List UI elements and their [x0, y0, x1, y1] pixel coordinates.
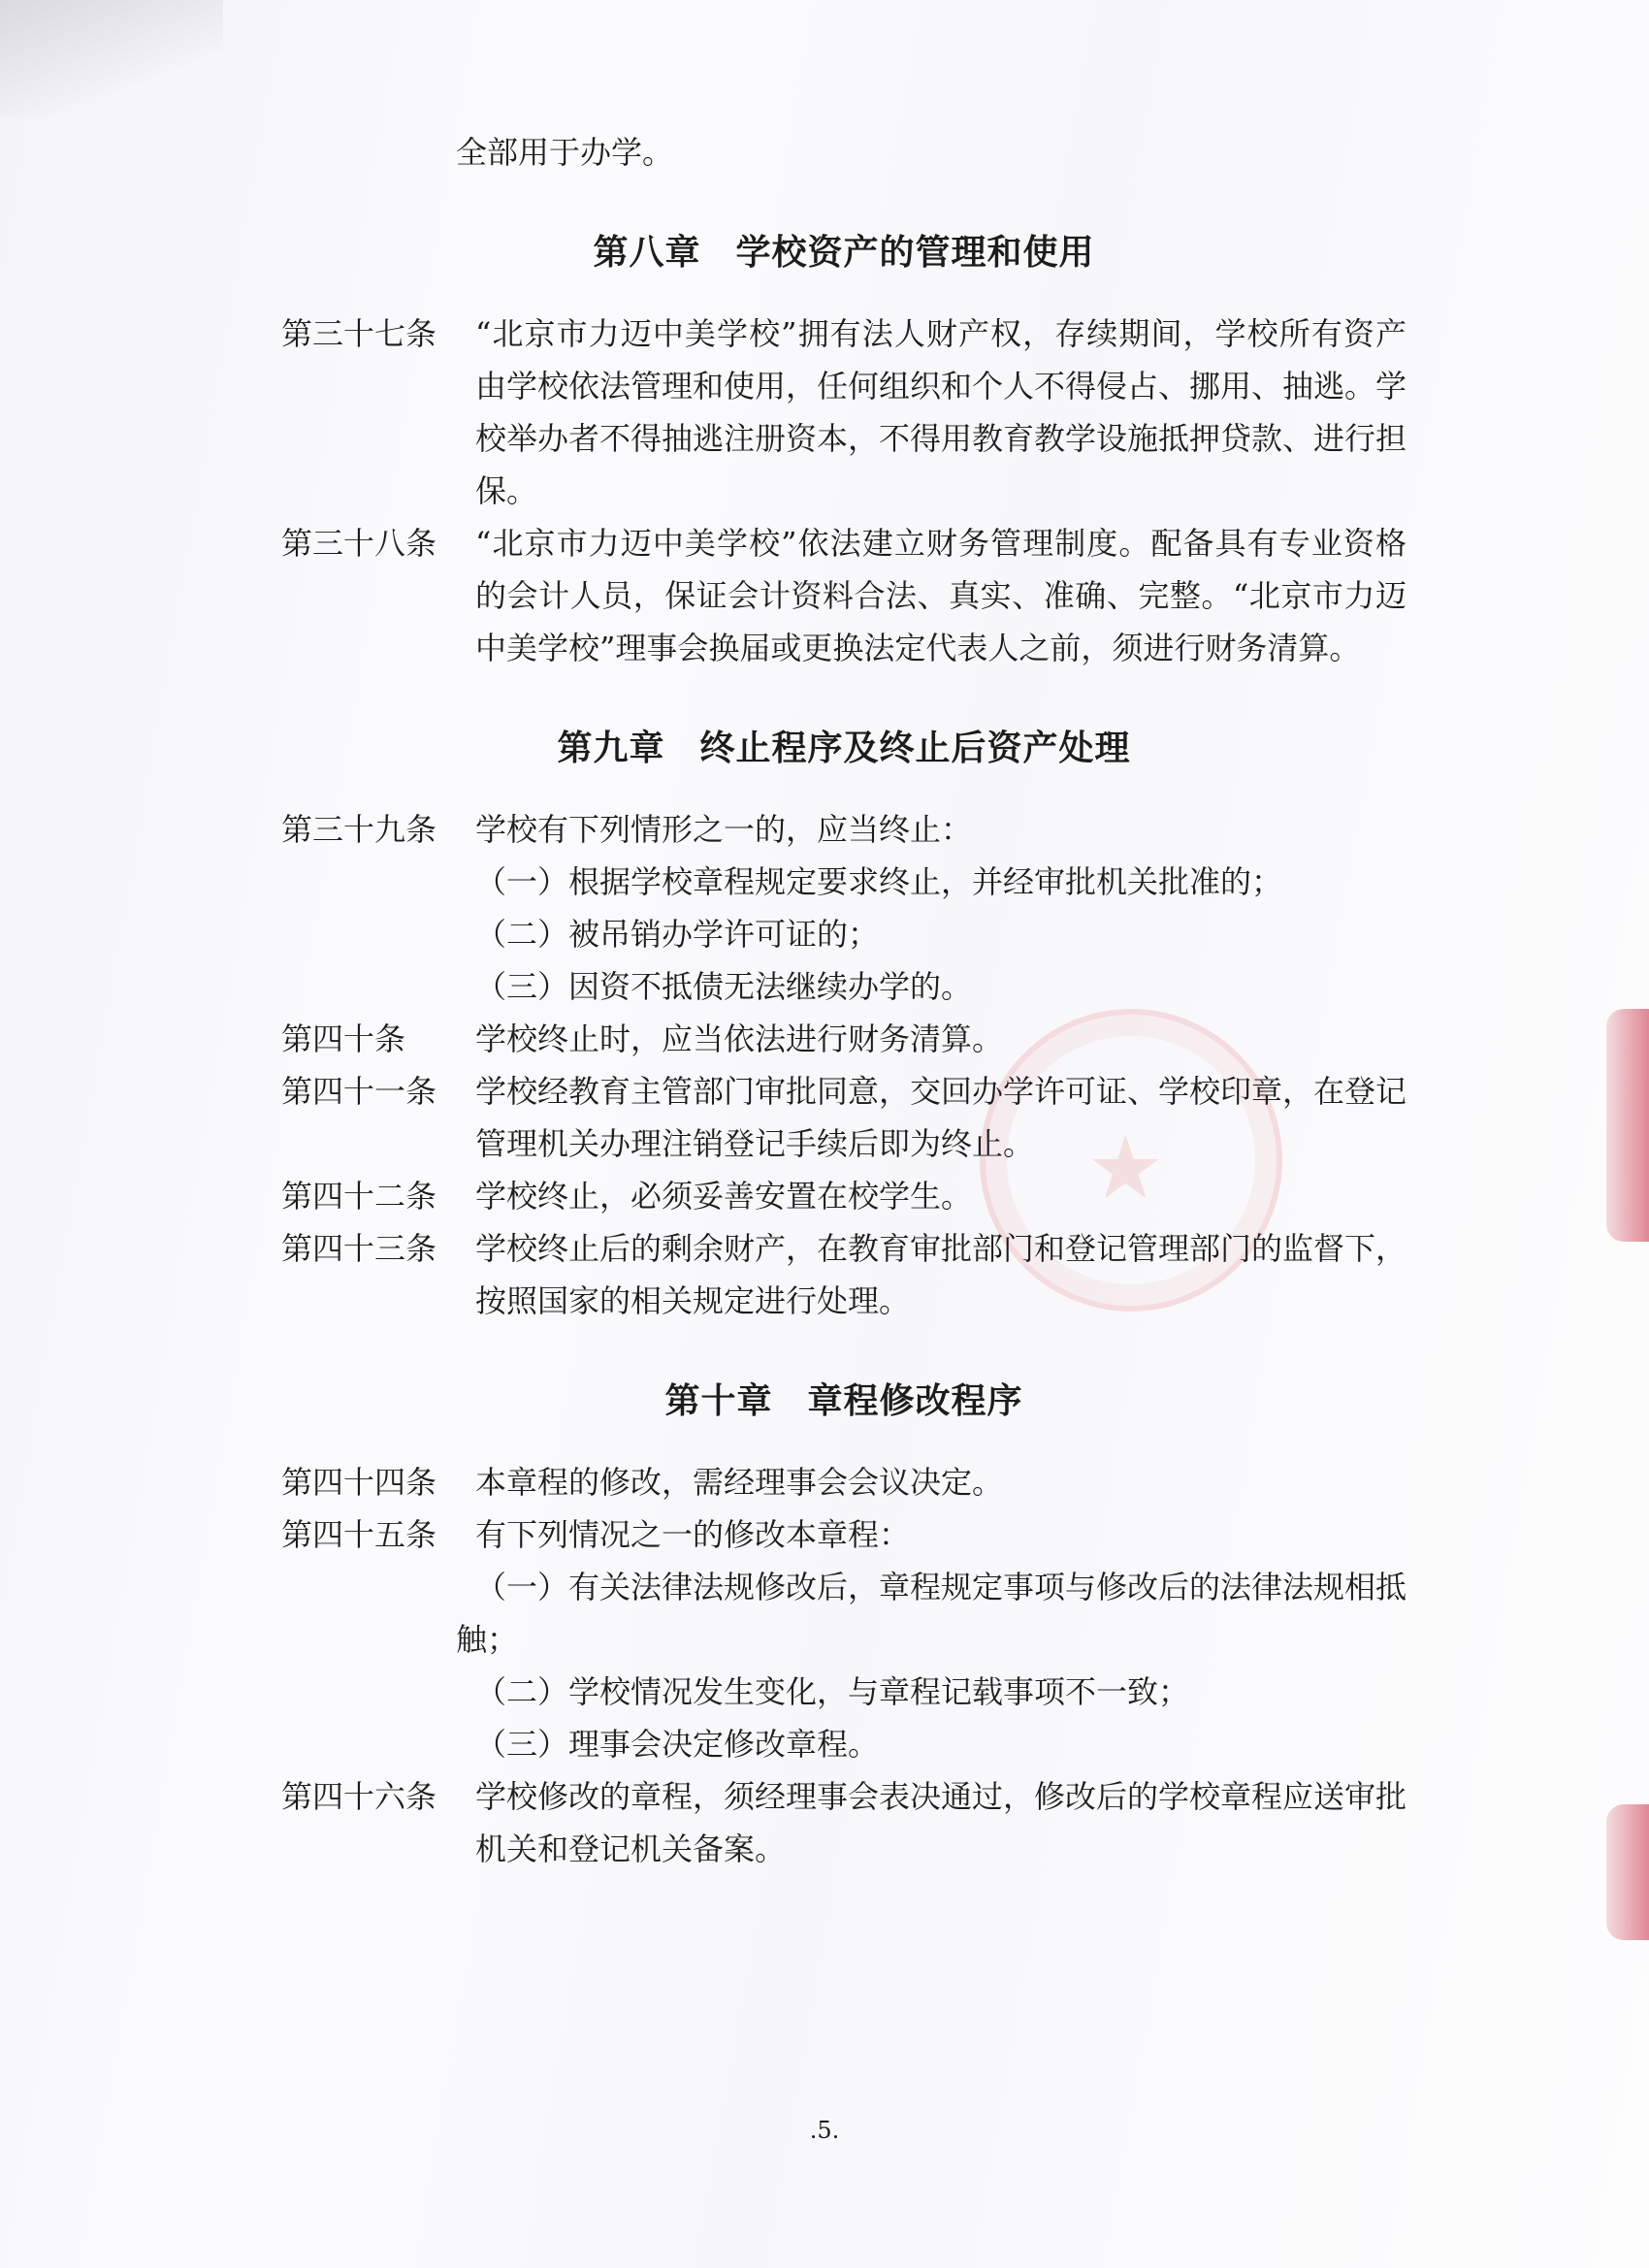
- article: [281, 1456, 1406, 1508]
- chapter-number: 第十章: [664, 1381, 773, 1421]
- article: [281, 1770, 1406, 1875]
- article-text: 学校终止时，应当依法进行财务清算。: [475, 1021, 1004, 1057]
- article: [281, 1065, 1406, 1170]
- article-number: 第四十二条: [281, 1178, 437, 1215]
- chapter-8: [281, 225, 1406, 674]
- article-item: 触；: [456, 1621, 519, 1658]
- chapter-9: [281, 721, 1406, 1327]
- chapter-heading: [281, 225, 1406, 275]
- article-text: “北京市力迈中美学校”依法建立财务管理制度。配备具有专业资格的会计人员，保证会计资料合法、真实、准确、完整。“北京市力迈中美学校”理事会换届或更换法定代表人之前，须进行财务清算。: [475, 525, 1406, 666]
- article: [281, 1222, 1406, 1327]
- article-item: （三）因资不抵债无法继续办学的。: [475, 968, 973, 1005]
- article-number: 第四十五条: [281, 1516, 437, 1553]
- article-number: 第三十九条: [281, 811, 437, 848]
- article: [281, 517, 1406, 674]
- article-text: 学校经教育主管部门审批同意，交回办学许可证、学校印章，在登记管理机关办理注销登记手续后即为终止。: [475, 1073, 1407, 1162]
- article-number: 第四十条: [281, 1021, 406, 1057]
- chapter-heading: [281, 1374, 1406, 1423]
- article-text: 学校修改的章程，须经理事会表决通过，修改后的学校章程应送审批机关和登记机关备案。: [475, 1778, 1407, 1867]
- page-number: .5.: [809, 2117, 840, 2144]
- chapter-number: 第九章: [557, 729, 665, 768]
- chapter-heading: [281, 721, 1406, 770]
- article: [281, 1508, 1406, 1561]
- article-number: 第四十一条: [281, 1073, 437, 1110]
- chapter-title: 终止程序及终止后资产处理: [699, 729, 1131, 768]
- article: [281, 1013, 1406, 1065]
- article: [281, 803, 1406, 856]
- article-text: 学校有下列情形之一的，应当终止：: [475, 811, 973, 848]
- article-number: 第三十八条: [281, 525, 437, 562]
- article-text: “北京市力迈中美学校”拥有法人财产权，存续期间，学校所有资产由学校依法管理和使用，任何组织和个人不得侵占、挪用、抽逃。学校举办者不得抽逃注册资本，不得用教育教学设施抵押贷款、进行担保。: [475, 315, 1407, 509]
- chapter-title: 学校资产的管理和使用: [735, 233, 1095, 273]
- article: [281, 308, 1406, 517]
- chapter-number: 第八章: [593, 233, 701, 273]
- article-text: 学校终止，必须妥善安置在校学生。: [475, 1178, 973, 1215]
- article-item: （一）有关法律法规修改后，章程规定事项与修改后的法律法规相抵: [475, 1569, 1407, 1605]
- article-item: （一）根据学校章程规定要求终止，并经审批机关批准的；: [475, 863, 1283, 900]
- chapter-title: 章程修改程序: [807, 1381, 1023, 1421]
- article-text: 有下列情况之一的修改本章程：: [475, 1516, 911, 1553]
- article-item: （三）理事会决定修改章程。: [475, 1726, 880, 1763]
- article-number: 第四十三条: [281, 1230, 437, 1267]
- article-number: 第四十四条: [281, 1464, 437, 1501]
- edge-stamp-mark-top: [1606, 1009, 1649, 1242]
- article: [281, 1170, 1406, 1222]
- article-item: （二）学校情况发生变化，与章程记载事项不一致；: [475, 1673, 1190, 1710]
- article-number: 第四十六条: [281, 1778, 437, 1815]
- edge-stamp-mark-bottom: [1606, 1804, 1649, 1940]
- article-text: 学校终止后的剩余财产，在教育审批部门和登记管理部门的监督下，按照国家的相关规定进行处理。: [475, 1230, 1407, 1319]
- article-text: 本章程的修改，需经理事会会议决定。: [475, 1464, 1004, 1501]
- page-edge-shadow: [0, 0, 223, 116]
- seal-star-icon: ★: [1086, 1118, 1165, 1219]
- article-item: （二）被吊销办学许可证的；: [475, 916, 880, 953]
- lead-line: 全部用于办学。: [456, 134, 674, 171]
- document-body: [281, 126, 1406, 1875]
- article-number: 第三十七条: [281, 315, 437, 352]
- chapter-10: [281, 1374, 1406, 1875]
